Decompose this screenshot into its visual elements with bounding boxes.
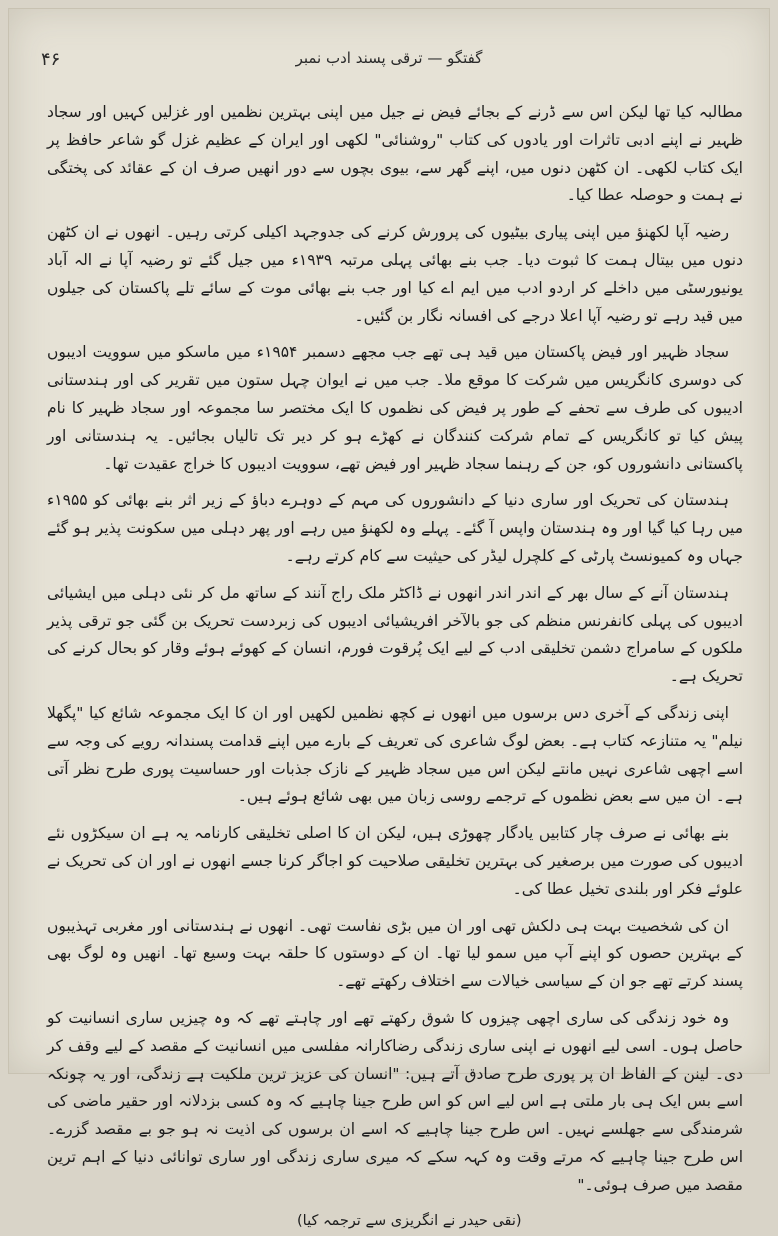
paragraph: ہندستان آنے کے سال بھر کے اندر اندر انھوں نے ڈاکٹر ملک راج آنند کے ساتھ مل کر نئی دہلی میں ایشیائی ادیبوں کی پہلی کانفرنس منظم کی جو بالآخر افریشیائی ادیبوں کی زبردست تحریک بن گئی جو ترقی پذیر ملکوں کے سامراج دشمن تخلیقی ادب کے لیے ایک پُرقوت فورم، انسان کے کھوئے ہوئے وقار کو بحال کرنے کی تحریک ہے۔ <box>47 583 743 686</box>
paragraph: ہندستان کی تحریک اور ساری دنیا کے دانشوروں کی مہم کے دوہرے دباؤ کے زیر اثر بنے بھائی کو ۱۹۵۵ء میں رہا کیا گیا اور وہ ہندستان واپس آ گئے۔ پہلے وہ لکھنؤ میں رہے اور پھر دہلی میں سکونت پذیر ہو گئے جہاں وہ کمیونسٹ پارٹی کے کلچرل لیڈر کی حیثیت سے کام کرتے رہے۔ <box>47 491 743 565</box>
paragraph: بنے بھائی نے صرف چار کتابیں یادگار چھوڑی ہیں، لیکن ان کا اصلی تخلیقی کارنامہ یہ ہے ان سیکڑوں نئے ادیبوں کی صورت میں برصغیر کی بہترین تخلیقی صلاحیت کو اجاگر کرنا جسے انھوں نے اور ان کی تحریک نے علوئے فکر اور بلندی تخیل عطا کی۔ <box>47 824 743 898</box>
page-header <box>9 47 769 73</box>
paragraph: مطالبہ کیا تھا لیکن اس سے ڈرنے کے بجائے فیض نے جیل میں اپنی بہترین نظمیں اور غزلیں کہیں اور سجاد ظہیر نے اپنے ادبی تاثرات اور یادوں کی کتاب "روشنائی" لکھی اور ایران کے عظیم غزل گو شاعر حافظ پر ایک کتاب لکھی۔ ان کٹھن دنوں میں، اپنے گھر سے، بیوی بچوں سے دور انھیں صرف ان کے عقائد کی پختگی نے ہمت و حوصلہ عطا کیا۔ <box>47 103 743 205</box>
paragraph: اپنی زندگی کے آخری دس برسوں میں انھوں نے کچھ نظمیں لکھیں اور ان کا ایک مجموعہ شائع کیا "پگھلا نیلم" یہ متنازعہ کتاب ہے۔ بعض لوگ شاعری کی تعریف کے بارے میں اپنے قدامت پسندانہ رویے کی وجہ سے اسے اچھی شاعری نہیں مانتے لیکن اس میں سجاد ظہیر کے نازک جذبات اور حساسیت پوری طرح نظر آتی ہے۔ ان میں سے بعض نظموں کے ترجمے روسی زبان میں بھی شائع ہوئے ہیں۔ <box>47 703 743 806</box>
document-page <box>8 8 770 1230</box>
page-number: ۴۶ <box>41 49 61 70</box>
paragraph: رضیہ آپا لکھنؤ میں اپنی پیاری بیٹیوں کی پرورش کرنے کی جدوجہد اکیلی کرتی رہیں۔ انھوں نے ان کٹھن دنوں میں بیتال ہمت کا ثبوت دیا۔ جب بنے بھائی پہلی مرتبہ ۱۹۳۹ء میں جیل گئے تو رضیہ آپا نے الہ آباد یونیورسٹی میں داخلے کر اردو ادب میں ایم اے کیا اور جب بنے بھائی موت کے سائے تلے پاکستان کی جیلوں میں قید رہے تو رضیہ آپا اعلا درجے کی افسانہ نگار بن گئیں۔ <box>47 223 743 325</box>
running-head: گفتگو — ترقی پسند ادب نمبر <box>295 49 483 67</box>
paragraph: سجاد ظہیر اور فیض پاکستان میں قید ہی تھے جب مجھے دسمبر ۱۹۵۴ء میں ماسکو میں سوویت ادیبوں کی دوسری کانگریس میں شرکت کا موقع ملا۔ جب میں نے ایوان چہل ستون میں تقریر کی اور ہندستانی ادیبوں کی طرف سے تحفے کے طور پر فیض کی نظموں کا ایک مختصر سا مجموعہ اور سجاد ظہیر کا نام پیش کیا تو کانگریس کے تمام شرکت کنندگان نے کھڑے ہو کر دیر تک تالیاں بجائیں۔ یہ ہندستانی اور پاکستانی دانشوروں کو، جن کے رہنما سجاد ظہیر اور فیض تھے، سوویت ادیبوں کا خراج عقیدت تھا۔ <box>47 343 743 473</box>
paragraph: وہ خود زندگی کی ساری اچھی چیزوں کا شوق رکھتے تھے اور چاہتے تھے کہ وہ چیزیں ساری انسانیت کو حاصل ہوں۔ اسی لیے انھوں نے اپنی ساری زندگی رضاکارانہ مفلسی میں انسانیت کے مقصد کے لیے وقف کر دی۔ لینن کے الفاظ ان پر پوری طرح صادق آتے ہیں: "انسان کی عزیز ترین ملکیت ہے زندگی، اور یہ چونکہ اسے بس ایک ہی بار ملتی ہے اس لیے اس کو اس طرح جینا چاہیے کہ وہ کسی بزدلانہ اور حقیر ماضی کی شرمندگی سے جھلسے نہیں۔ اس طرح جینا چاہیے کہ اسے ان برسوں کی اذیت نہ ہو جو بے مقصد گزرے۔ اس طرح جینا چاہیے کہ مرتے وقت وہ کہہ سکے کہ میری ساری زندگی اور ساری توانائی دنیا کے اہم ترین مقصد میں صرف ہوئی۔" <box>47 1008 743 1194</box>
article-body <box>47 99 743 1236</box>
paragraph: ان کی شخصیت بہت ہی دلکش تھی اور ان میں بڑی نفاست تھی۔ انھوں نے ہندستانی اور مغربی تہذیبوں کے بہترین حصوں کو اپنے آپ میں سمو لیا تھا۔ ان کے دوستوں کا حلقہ بہت وسیع تھا۔ انھیں وہ لوگ بھی پسند کرتے تھے جو ان کے سیاسی خیالات سے اختلاف رکھتے تھے۔ <box>47 916 743 991</box>
translator-note: (نقی حیدر نے انگریزی سے ترجمہ کیا) <box>297 1213 522 1230</box>
